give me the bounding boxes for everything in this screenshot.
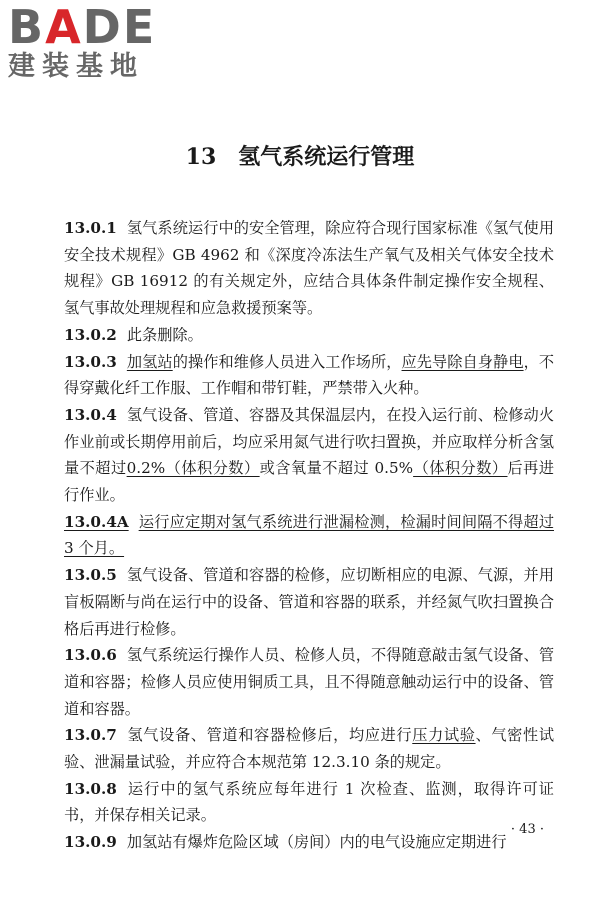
- clause-number: 13.0.5: [64, 566, 117, 585]
- clause-text: 此条删除。: [126, 325, 203, 344]
- clause-text: 或含氧量不超过 0.5%: [259, 459, 414, 478]
- chapter-heading: [0, 140, 600, 171]
- clause-text: 、气密性试验、泄漏量试验，并应符合本规范第 12.3.10 条的规定。: [64, 726, 555, 772]
- clause-13-0-4a: [64, 509, 554, 562]
- clause-text: 的操作和维修人员进入工作场所，: [172, 352, 402, 371]
- clause-number: 13.0.2: [64, 325, 117, 344]
- logo-letter-a: A: [45, 0, 83, 54]
- clause-13-0-2: [64, 322, 554, 349]
- clause-text-underlined: 加氢站: [126, 352, 173, 371]
- clause-13-0-1: [64, 215, 554, 322]
- clause-text: 氢气系统运行中的安全管理，除应符合现行国家标准《氢气使用安全技术规程》GB 4962 和《深度冷冻法生产氧气及相关气体安全技术规程》GB 16912 的有关规定外，应结合具体条件制定操作安全规程、氢气事故处理规程和应急救援预案等。: [64, 219, 554, 318]
- clause-13-0-4: [64, 402, 554, 509]
- clause-text-underlined: 压力试验: [412, 726, 476, 745]
- clause-13-0-3: [64, 349, 554, 402]
- clause-13-0-8: [64, 776, 554, 829]
- logo-wordmark: [8, 0, 178, 54]
- clause-13-0-9: [64, 829, 554, 856]
- clause-text: 氢气设备、管道和容器检修后，均应进行: [126, 726, 413, 745]
- clause-text-underlined: 应先导除自身静电: [401, 352, 524, 371]
- clause-13-0-5: [64, 562, 554, 642]
- clause-text: 氢气设备、管道和容器的检修，应切断相应的电源、气源，并用盲板隔断与尚在运行中的设备、管道和容器的联系，并经氮气吹扫置换合格后再进行检修。: [64, 566, 554, 638]
- clause-text: 运行中的氢气系统应每年进行 1 次检查、监测，取得许可证书，并保存相关记录。: [64, 779, 554, 825]
- clause-number: 13.0.8: [64, 779, 117, 798]
- clause-13-0-6: [64, 642, 554, 722]
- clause-number: 13.0.4A: [64, 512, 129, 531]
- clause-number: 13.0.3: [64, 352, 117, 371]
- clause-text-underlined: （体积分数）: [413, 459, 508, 478]
- page-number: · 43 ·: [510, 822, 544, 837]
- clause-number: 13.0.4: [64, 405, 117, 424]
- clause-number: 13.0.9: [64, 833, 117, 852]
- clause-number: 13.0.6: [64, 646, 117, 665]
- chapter-number: 13: [185, 144, 217, 170]
- clause-text-underlined: 0.2%（体积分数）: [126, 459, 260, 478]
- logo-letter-b: B: [8, 0, 46, 54]
- clause-text: 加氢站有爆炸危险区域（房间）内的电气设施应定期进行: [126, 833, 507, 852]
- clause-text: 氢气系统运行操作人员、检修人员，不得随意敲击氢气设备、管道和容器；检修人员应使用铜质工具，且不得随意触动运行中的设备、管道和容器。: [64, 646, 554, 718]
- clause-text-underlined: 运行应定期对氢气系统进行泄漏检测，检漏时间间隔不得超过 3 个月。: [64, 512, 554, 558]
- clause-text: 氢气设备、管道、容器及其保温层内，在投入运行前、检修动火作业前或长期停用前后，均应采用氮气进行吹扫置换，并应取样分析含氢量不超过: [64, 405, 554, 478]
- logo: [8, 0, 178, 82]
- clause-list: [64, 215, 554, 856]
- clause-number: 13.0.7: [64, 726, 117, 745]
- logo-letters-de: DE: [82, 0, 157, 54]
- clause-text: ，不得穿戴化纤工作服、工作帽和带钉鞋，严禁带入火种。: [64, 352, 555, 398]
- clause-number: 13.0.1: [64, 219, 117, 237]
- logo-subtitle: 建装基地: [8, 51, 144, 82]
- chapter-title: 氢气系统运行管理: [238, 144, 415, 170]
- clause-13-0-7: [64, 722, 554, 775]
- clause-text: 后再进行作业。: [64, 459, 555, 505]
